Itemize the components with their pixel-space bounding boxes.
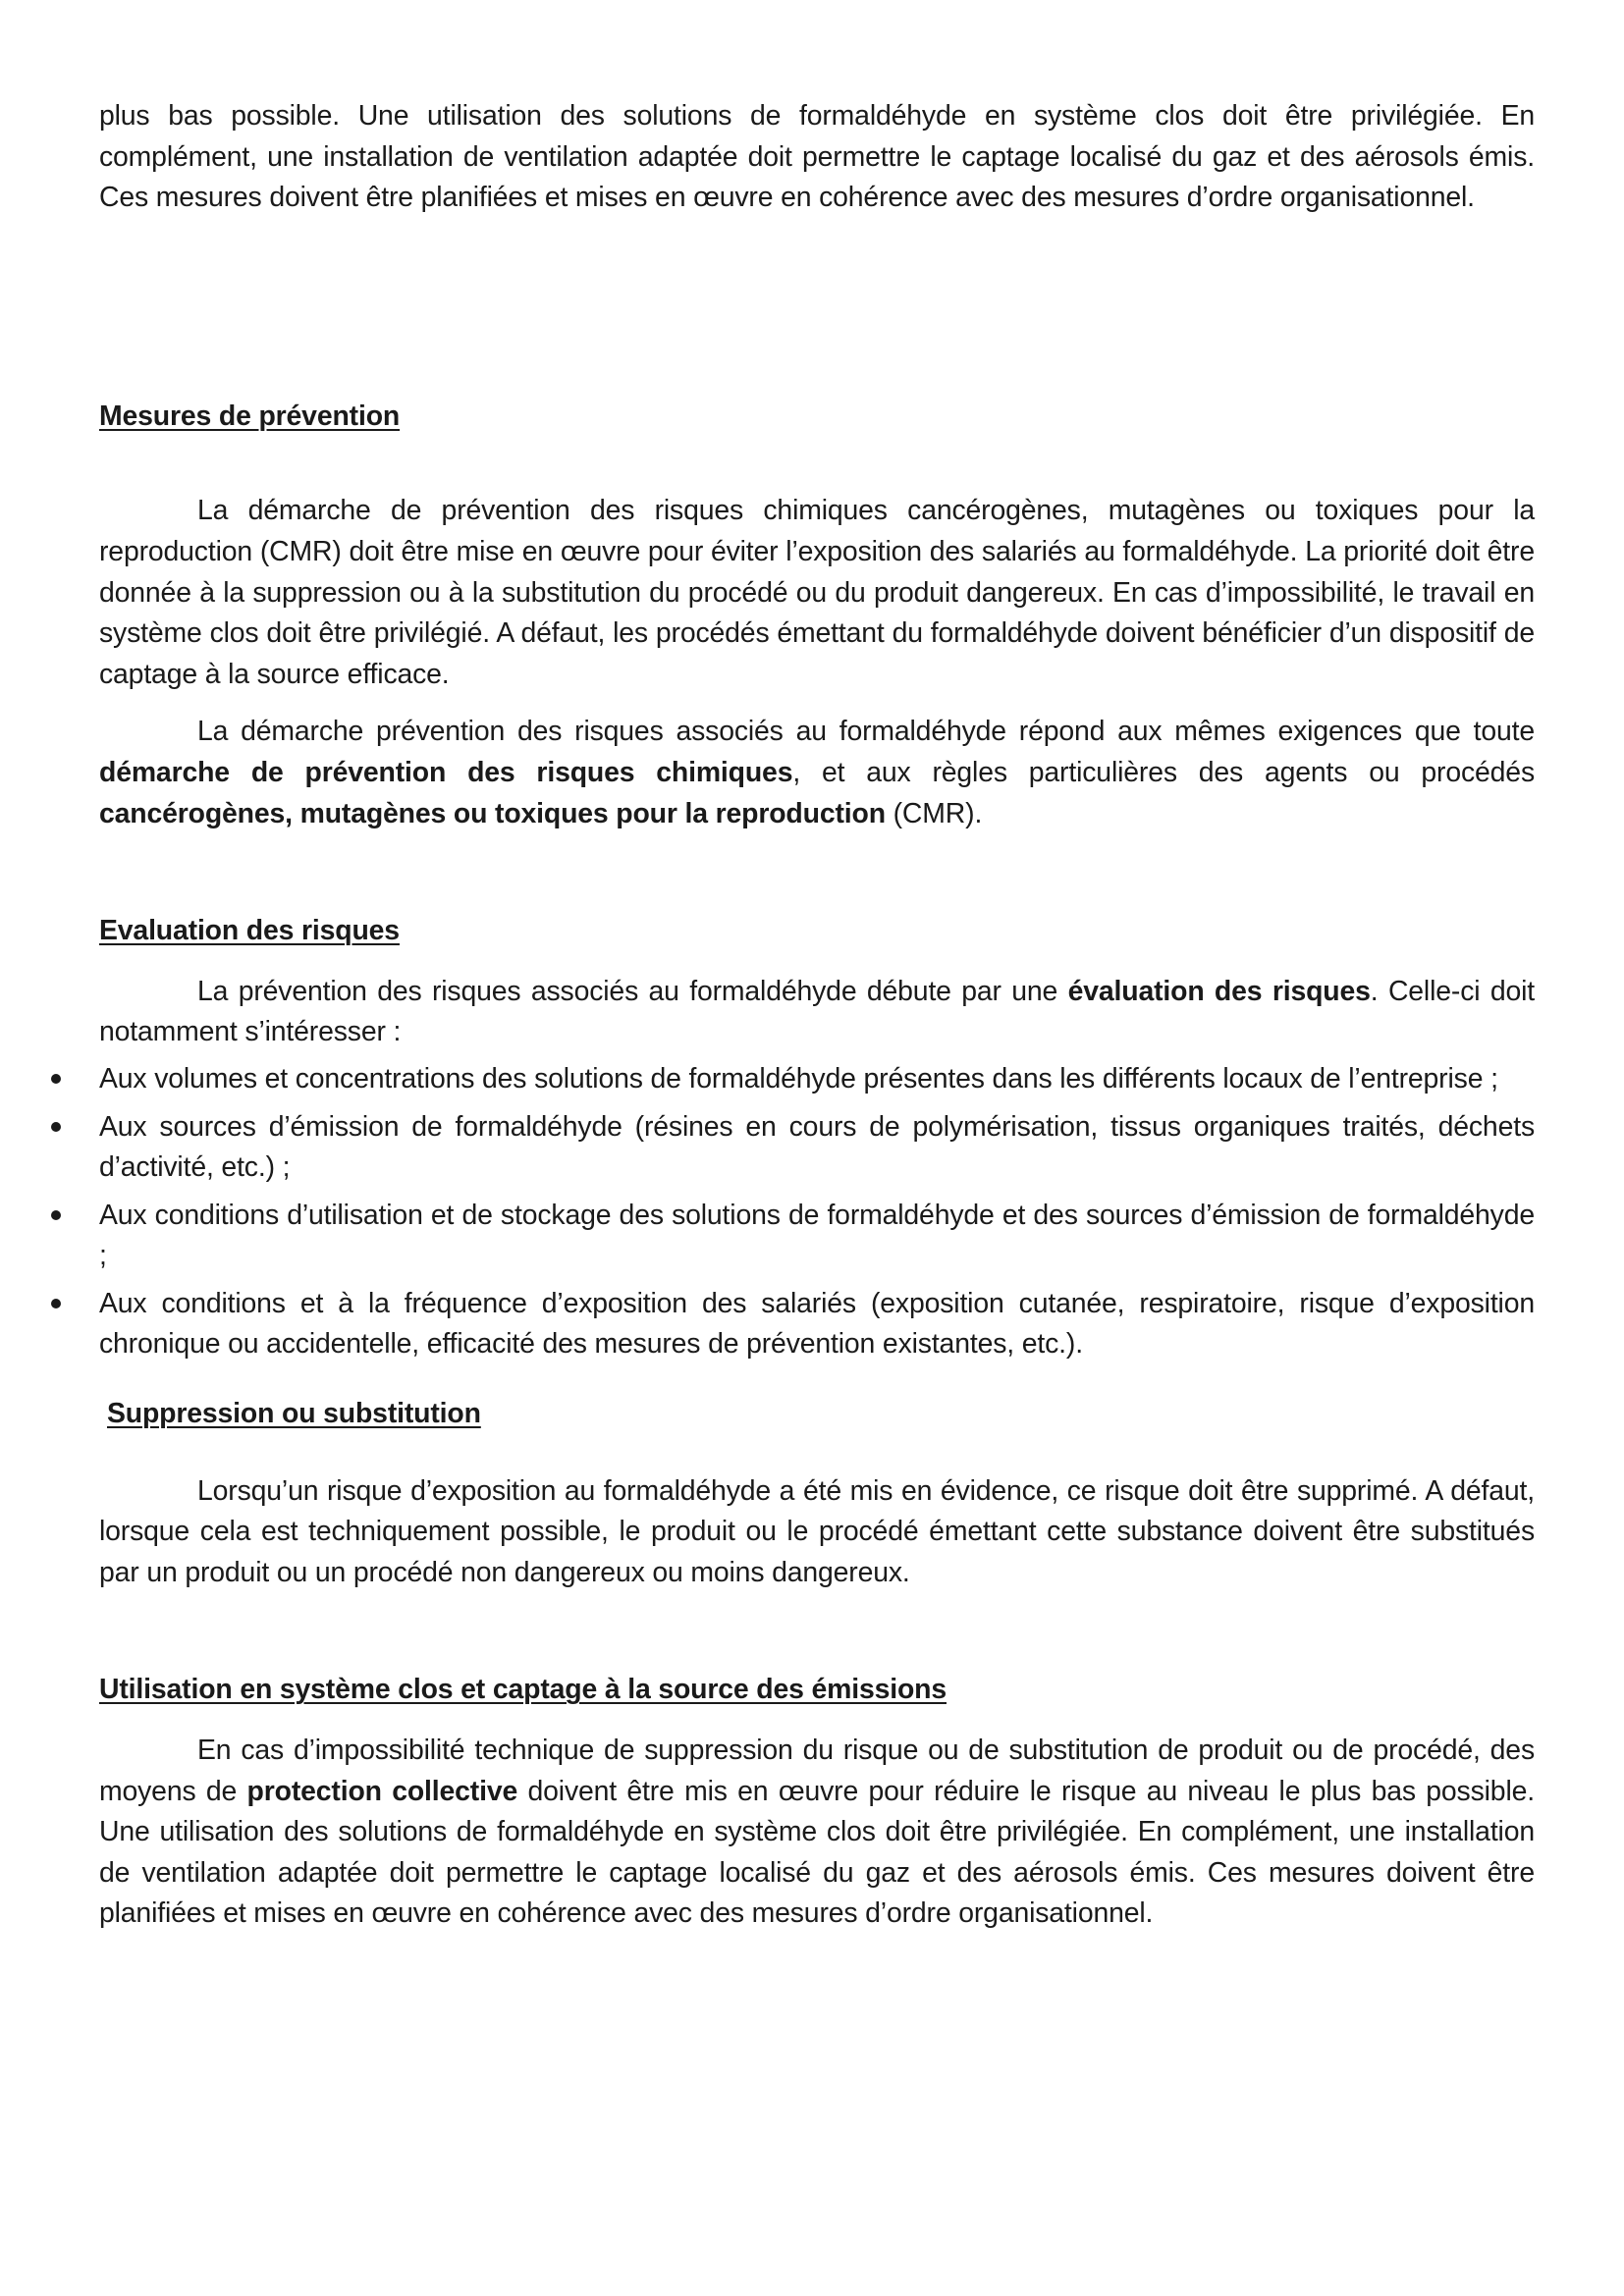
utilisation-run: En cas d’impossibilité technique de suppression du risque ou de substitution de produit ou de procédé, des moyens de — [99, 1735, 1535, 1807]
utilisation-bold: protection collective — [246, 1775, 518, 1807]
evaluation-bullet-list — [99, 1059, 1535, 1365]
mesures-p1-text: La démarche de prévention des risques chimiques cancérogènes, mutagènes ou toxiques pour la reproduction (CMR) doit être mise en œuvre pour éviter l’exposition des salariés au formaldéhyde. La priorité doit être donnée à la suppression ou à la substitution du procédé ou du produit dangereux. En cas d’impossibilité, le travail en système clos doit être privilégié. A défaut, les procédés émettant du formaldéhyde doivent bénéficier d’un dispositif de captage à la source efficace. — [99, 495, 1535, 690]
mesures-paragraph-2 — [99, 712, 1535, 834]
mesures-p2-run: La démarche prévention des risques associés au formaldéhyde répond aux mêmes exigences que toute — [197, 716, 1535, 748]
document-body — [99, 96, 1535, 1935]
section-heading-utilisation: Utilisation en système clos et captage à la source des émissions — [99, 1674, 947, 1706]
bullet-icon — [51, 1210, 61, 1220]
bullet-icon — [51, 1074, 61, 1084]
list-item-text: Aux volumes et concentrations des solutions de formaldéhyde présentes dans les différents locaux de l’entreprise ; — [99, 1062, 1498, 1095]
evaluation-intro — [99, 972, 1535, 1053]
utilisation-run: doivent être mis en œuvre pour réduire le risque au niveau le plus bas possible. Une utilisation des solutions de formaldéhyde en système clos doit être privilégiée. En complément, une installation de ventilation adaptée doit permettre le captage localisé du gaz et des aérosols émis. Ces mesures doivent être planifiées et mises en œuvre en cohérence avec des mesures d’ordre organisationnel. — [99, 1775, 1535, 1930]
list-item — [99, 1107, 1535, 1189]
list-item — [99, 1059, 1535, 1100]
list-item — [99, 1196, 1535, 1277]
list-item-text: Aux conditions et à la fréquence d’exposition des salariés (exposition cutanée, respiratoire, risque d’exposition chronique ou accidentelle, efficacité des mesures de prévention existantes, etc.). — [99, 1287, 1535, 1361]
mesures-p2-run: (CMR). — [885, 797, 983, 829]
evaluation-intro-run: . Celle-ci doit notamment s’intéresser : — [99, 975, 1535, 1048]
evaluation-intro-run: La prévention des risques associés au formaldéhyde débute par une — [197, 975, 1068, 1007]
intro-paragraph — [99, 96, 1535, 219]
bullet-icon — [51, 1299, 61, 1308]
intro-text: plus bas possible. Une utilisation des solutions de formaldéhyde en système clos doit être privilégiée. En complément, une installation de ventilation adaptée doit permettre le captage localisé du gaz et des aérosols émis. Ces mesures doivent être planifiées et mises en œuvre en cohérence avec des mesures d’ordre organisationnel. — [99, 100, 1535, 214]
section-heading-evaluation: Evaluation des risques — [99, 915, 400, 947]
utilisation-paragraph — [99, 1731, 1535, 1935]
list-item-text: Aux conditions d’utilisation et de stockage des solutions de formaldéhyde et des sources d’émission de formaldéhyde ; — [99, 1199, 1535, 1272]
evaluation-intro-bold: évaluation des risques — [1067, 975, 1371, 1007]
suppression-text: Lorsqu’un risque d’exposition au formaldéhyde a été mis en évidence, ce risque doit être supprimé. A défaut, lorsque cela est techniquement possible, le produit ou le procédé émettant cette substance doivent être substitués par un produit ou un procédé non dangereux ou moins dangereux. — [99, 1474, 1535, 1588]
mesures-p2-bold-cmr: cancérogènes, mutagènes ou toxiques pour la reproduction — [99, 797, 886, 829]
mesures-p2-run: , et aux règles particulières des agents ou procédés — [792, 756, 1535, 788]
list-item — [99, 1284, 1535, 1365]
suppression-paragraph — [99, 1471, 1535, 1594]
mesures-p2-bold-link: démarche de prévention des risques chimiques — [99, 756, 793, 788]
list-item-text: Aux sources d’émission de formaldéhyde (résines en cours de polymérisation, tissus organiques traités, déchets d’activité, etc.) ; — [99, 1110, 1535, 1184]
mesures-paragraph-1 — [99, 491, 1535, 695]
section-heading-suppression: Suppression ou substitution — [107, 1398, 481, 1430]
bullet-icon — [51, 1122, 61, 1132]
section-heading-mesures: Mesures de prévention — [99, 400, 401, 432]
